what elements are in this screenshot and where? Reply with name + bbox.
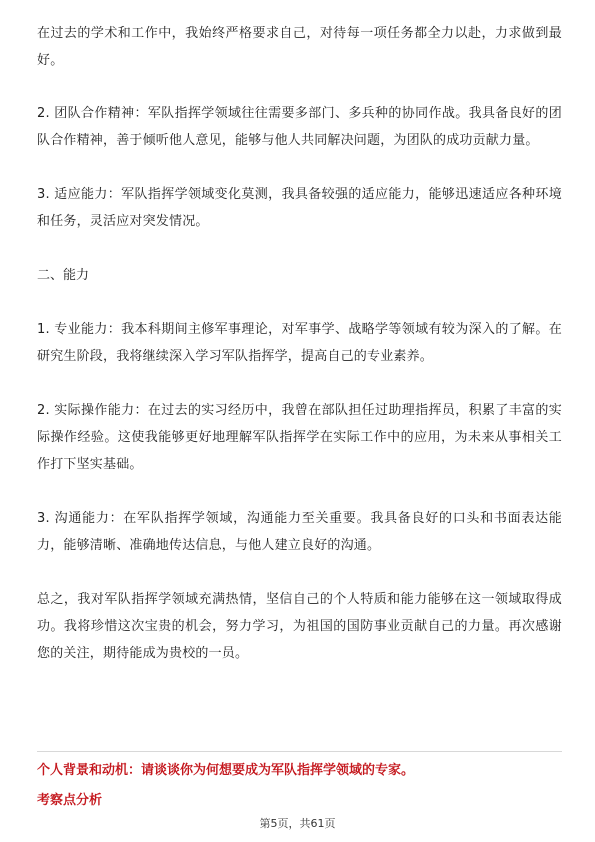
paragraph-professional: 1. 专业能力：我本科期间主修军事理论，对军事学、战略学等领域有较为深入的了解。在研究生阶段，我将继续深入学习军队指挥学，提高自己的专业素养。 — [37, 322, 562, 364]
paragraph-teamwork: 2. 团队合作精神：军队指挥学领域往往需要多部门、多兵种的协同作战。我具备良好的团队合作精神，善于倾听他人意见，能够与他人共同解决问题，为团队的成功贡献力量。 — [37, 106, 562, 148]
section-divider — [37, 751, 562, 752]
paragraph-adaptability: 3. 适应能力：军队指挥学领域变化莫测，我具备较强的适应能力，能够迅速适应各种环境和任务，灵活应对突发情况。 — [37, 187, 562, 229]
paragraph-conclusion: 总之，我对军队指挥学领域充满热情，坚信自己的个人特质和能力能够在这一领域取得成功。我将珍惜这次宝贵的机会，努力学习，为祖国的国防事业贡献自己的力量。再次感谢您的关注，期待能成为贵校的一员。 — [37, 592, 562, 661]
paragraph-intro: 在过去的学术和工作中，我始终严格要求自己，对待每一项任务都全力以赴，力求做到最好。 — [37, 26, 562, 68]
analysis-heading: 考察点分析 — [37, 793, 103, 808]
section-heading-abilities: 二、能力 — [37, 268, 90, 283]
paragraph-practical: 2. 实际操作能力：在过去的实习经历中，我曾在部队担任过助理指挥员，积累了丰富的实际操作经验。这使我能够更好地理解军队指挥学在实际工作中的应用，为未来从事相关工作打下坚实基础。 — [37, 403, 562, 472]
document-body — [37, 20, 562, 694]
page-number: 第5页，共61页 — [259, 817, 336, 830]
paragraph-communication: 3. 沟通能力：在军队指挥学领域，沟通能力至关重要。我具备良好的口头和书面表达能力，能够清晰、准确地传达信息，与他人建立良好的沟通。 — [37, 511, 562, 553]
interview-question: 个人背景和动机：请谈谈你为何想要成为军队指挥学领域的专家。 — [37, 763, 415, 778]
